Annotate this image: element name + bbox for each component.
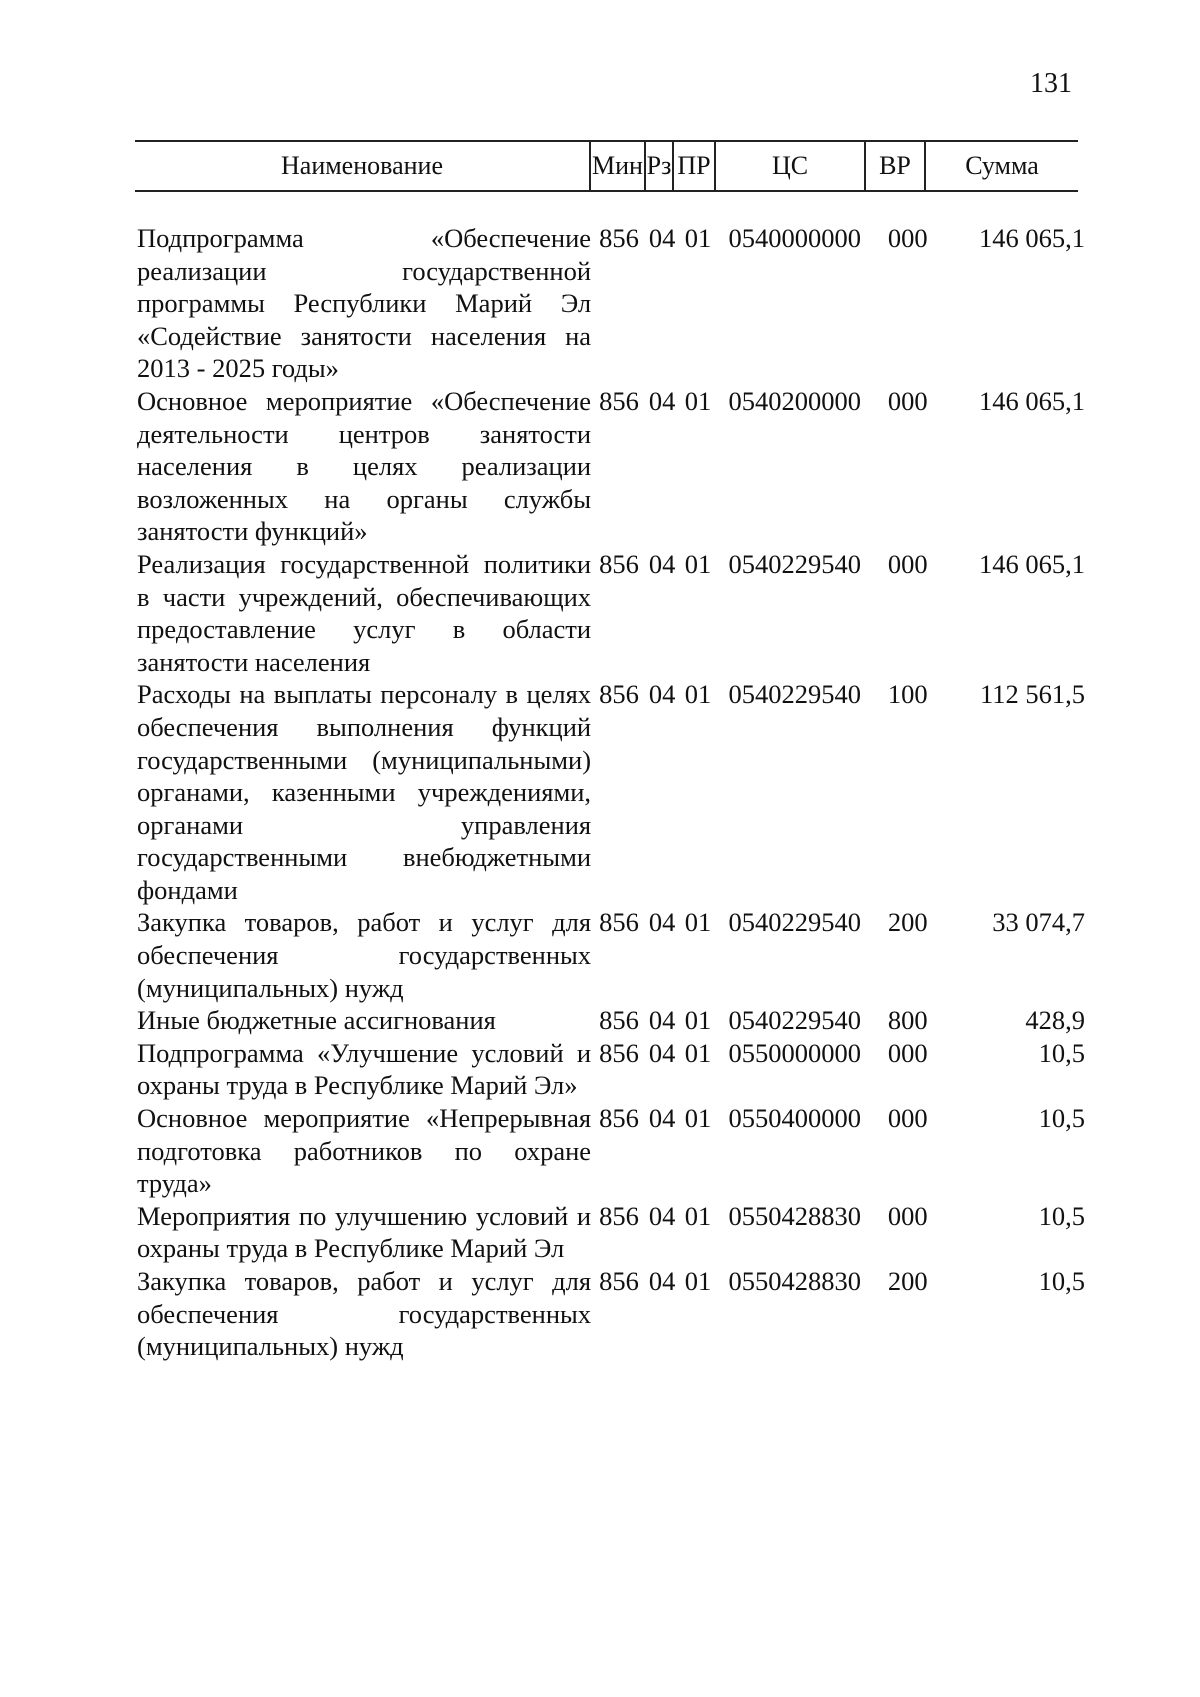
row-rz: 04 xyxy=(648,1266,676,1296)
row-sum: 10,5 xyxy=(1038,1103,1085,1134)
page-number: 131 xyxy=(1030,68,1072,99)
row-min: 856 xyxy=(599,679,639,710)
header-rz: Рз xyxy=(644,142,672,190)
header-vr: ВР xyxy=(866,142,926,190)
table-row xyxy=(137,1265,1085,1363)
table-row xyxy=(137,678,1085,906)
row-cs: 0540229540 xyxy=(728,548,862,579)
row-rz: 04 xyxy=(648,1005,676,1036)
row-rz: 04 xyxy=(648,679,676,710)
row-cs: 0550428830 xyxy=(728,1266,862,1296)
row-min: 856 xyxy=(599,1005,639,1036)
header-sum: Сумма xyxy=(965,151,1039,180)
row-cs: 0550428830 xyxy=(728,1200,862,1231)
header-min: Мин xyxy=(589,142,644,190)
row-cs: 0540200000 xyxy=(728,385,862,416)
row-pr: 01 xyxy=(684,1103,712,1134)
row-sum: 146 065,1 xyxy=(979,385,1085,416)
row-name: Подпрограмма «Обеспечение реализации государственной программы Республики Марий Эл «Содействие занятости населения на 2013 - 2025 годы» xyxy=(137,223,592,384)
row-min: 856 xyxy=(599,1266,639,1296)
row-name: Мероприятия по улучшению условий и охраны труда в Республике Марий Эл xyxy=(137,1200,592,1264)
row-name: Основное мероприятие «Обеспечение деятельности центров занятости населения в целях реализации возложенных на органы службы занятости функций» xyxy=(137,385,592,547)
row-pr: 01 xyxy=(684,1037,712,1068)
row-min: 856 xyxy=(599,907,639,938)
row-vr: 000 xyxy=(887,1037,928,1068)
row-pr: 01 xyxy=(684,385,712,416)
row-rz: 04 xyxy=(648,385,676,416)
row-sum: 33 074,7 xyxy=(992,907,1085,938)
row-rz: 04 xyxy=(648,907,676,938)
row-name: Основное мероприятие «Непрерывная подготовка работников по охране труда» xyxy=(137,1103,592,1199)
row-pr: 01 xyxy=(684,223,712,253)
row-vr: 000 xyxy=(887,1200,928,1231)
row-vr: 000 xyxy=(887,385,928,416)
row-rz: 04 xyxy=(648,1037,676,1068)
row-min: 856 xyxy=(599,548,639,579)
table-row xyxy=(137,906,1085,1004)
row-cs: 0540229540 xyxy=(728,1005,862,1036)
row-pr: 01 xyxy=(684,1005,712,1036)
row-vr: 800 xyxy=(887,1005,928,1036)
row-name: Закупка товаров, работ и услуг для обеспечения государственных (муниципальных) нужд xyxy=(137,907,592,1003)
header-pr: ПР xyxy=(672,142,716,190)
table-row xyxy=(137,1200,1085,1265)
row-rz: 04 xyxy=(648,548,676,579)
row-cs: 0540229540 xyxy=(728,907,862,938)
row-pr: 01 xyxy=(684,1266,712,1296)
row-sum: 112 561,5 xyxy=(979,679,1085,710)
row-min: 856 xyxy=(599,1037,639,1068)
row-name: Иные бюджетные ассигнования xyxy=(137,1005,496,1036)
header-name: Наименование xyxy=(281,151,443,180)
row-sum: 10,5 xyxy=(1038,1200,1085,1231)
row-rz: 04 xyxy=(648,223,676,253)
row-min: 856 xyxy=(599,1200,639,1231)
row-pr: 01 xyxy=(684,907,712,938)
row-min: 856 xyxy=(599,223,639,253)
row-cs: 0540229540 xyxy=(728,679,862,710)
row-vr: 100 xyxy=(887,679,928,710)
table-header xyxy=(135,140,1078,192)
table-row xyxy=(137,385,1085,548)
row-min: 856 xyxy=(599,385,639,416)
row-pr: 01 xyxy=(684,548,712,579)
table-row xyxy=(137,1037,1085,1102)
row-sum: 146 065,1 xyxy=(979,223,1085,253)
table-row xyxy=(137,1102,1085,1200)
row-rz: 04 xyxy=(648,1200,676,1231)
table-row xyxy=(137,1004,1085,1037)
row-vr: 000 xyxy=(887,548,928,579)
row-cs: 0550400000 xyxy=(728,1103,862,1134)
row-vr: 000 xyxy=(887,1103,928,1134)
table-row xyxy=(137,548,1085,678)
row-rz: 04 xyxy=(648,1103,676,1134)
row-sum: 428,9 xyxy=(1025,1005,1085,1036)
row-pr: 01 xyxy=(684,679,712,710)
row-sum: 10,5 xyxy=(1038,1266,1085,1296)
row-vr: 200 xyxy=(887,1266,928,1296)
row-name: Расходы на выплаты персоналу в целях обеспечения выполнения функций государственными (муниципальными) органами, казенными учреждениями, органами управления государственными внебюджетными фондами xyxy=(137,679,592,905)
row-name: Реализация государственной политики в части учреждений, обеспечивающих предоставление услуг в области занятости населения xyxy=(137,548,592,677)
header-cs: ЦС xyxy=(716,142,866,190)
row-sum: 10,5 xyxy=(1038,1037,1085,1068)
table-body xyxy=(137,222,1085,1363)
row-name: Подпрограмма «Улучшение условий и охраны труда в Республике Марий Эл» xyxy=(137,1037,592,1101)
row-min: 856 xyxy=(599,1103,639,1134)
row-vr: 000 xyxy=(887,223,928,253)
row-cs: 0540000000 xyxy=(728,223,862,253)
row-pr: 01 xyxy=(684,1200,712,1231)
table-row xyxy=(137,222,1085,385)
row-vr: 200 xyxy=(887,907,928,938)
row-name: Закупка товаров, работ и услуг для обеспечения государственных (муниципальных) нужд xyxy=(137,1266,592,1362)
row-sum: 146 065,1 xyxy=(979,548,1085,579)
row-cs: 0550000000 xyxy=(728,1037,862,1068)
